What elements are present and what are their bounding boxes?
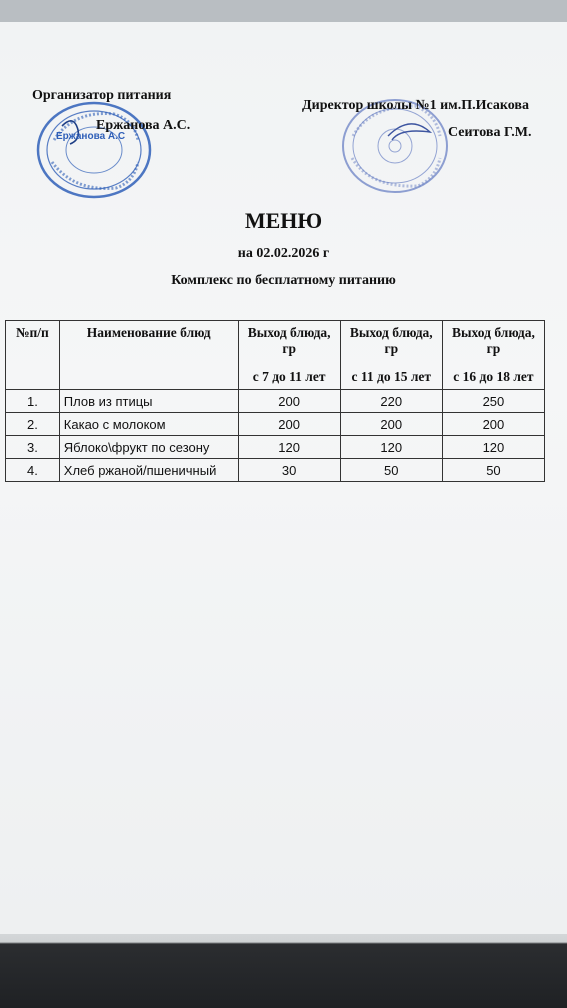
portion-11-15: 120 bbox=[340, 436, 442, 459]
portion-11-15: 50 bbox=[340, 459, 442, 482]
dish-name: Яблоко\фрукт по сезону bbox=[59, 436, 238, 459]
portion-11-15: 220 bbox=[340, 390, 442, 413]
table-row bbox=[6, 436, 545, 459]
column-header-label: Выход блюда, гр bbox=[452, 325, 535, 356]
portion-16-18: 120 bbox=[442, 436, 544, 459]
table-header-row bbox=[6, 321, 545, 390]
organizer-name: Ержанова А.С. bbox=[96, 118, 191, 133]
director-name: Сеитова Г.М. bbox=[448, 125, 532, 140]
portion-7-11: 120 bbox=[238, 436, 340, 459]
menu-table bbox=[5, 320, 545, 482]
portion-7-11: 200 bbox=[238, 413, 340, 436]
column-header-age-7-11 bbox=[238, 321, 340, 390]
background-bottom bbox=[0, 930, 567, 1008]
organizer-title: Организатор питания bbox=[32, 88, 172, 103]
menu-subtitle: Комплекс по бесплатному питанию bbox=[171, 273, 396, 288]
table-row bbox=[6, 413, 545, 436]
menu-date: на 02.02.2026 г bbox=[237, 246, 330, 261]
column-header-age: с 11 до 15 лет bbox=[351, 369, 432, 384]
round-stamp-left bbox=[34, 100, 154, 200]
director-title: Директор школы №1 им.П.Исакова bbox=[302, 98, 529, 113]
column-header-number: №п/п bbox=[6, 321, 60, 390]
dish-name: Хлеб ржаной/пшеничный bbox=[59, 459, 238, 482]
column-header-label: Выход блюда, гр bbox=[247, 325, 331, 356]
row-number: 3. bbox=[6, 436, 60, 459]
portion-7-11: 200 bbox=[238, 390, 340, 413]
column-header-age: с 7 до 11 лет bbox=[252, 369, 326, 384]
portion-16-18: 200 bbox=[442, 413, 544, 436]
column-header-age: с 16 до 18 лет bbox=[453, 369, 534, 384]
stamp-left-text: Ержанова А.С bbox=[56, 131, 126, 142]
column-header-name: Наименование блюд bbox=[59, 321, 238, 390]
dish-name: Какао с молоком bbox=[59, 413, 238, 436]
menu-title: МЕНЮ bbox=[244, 208, 323, 233]
portion-16-18: 50 bbox=[442, 459, 544, 482]
column-header-label: Выход блюда, гр bbox=[349, 325, 433, 356]
row-number: 1. bbox=[6, 390, 60, 413]
table-row bbox=[6, 390, 545, 413]
dish-name: Плов из птицы bbox=[59, 390, 238, 413]
table-row bbox=[6, 459, 545, 482]
row-number: 4. bbox=[6, 459, 60, 482]
row-number: 2. bbox=[6, 413, 60, 436]
portion-16-18: 250 bbox=[442, 390, 544, 413]
column-header-age-11-15 bbox=[340, 321, 442, 390]
portion-11-15: 200 bbox=[340, 413, 442, 436]
column-header-age-16-18 bbox=[442, 321, 544, 390]
portion-7-11: 30 bbox=[238, 459, 340, 482]
